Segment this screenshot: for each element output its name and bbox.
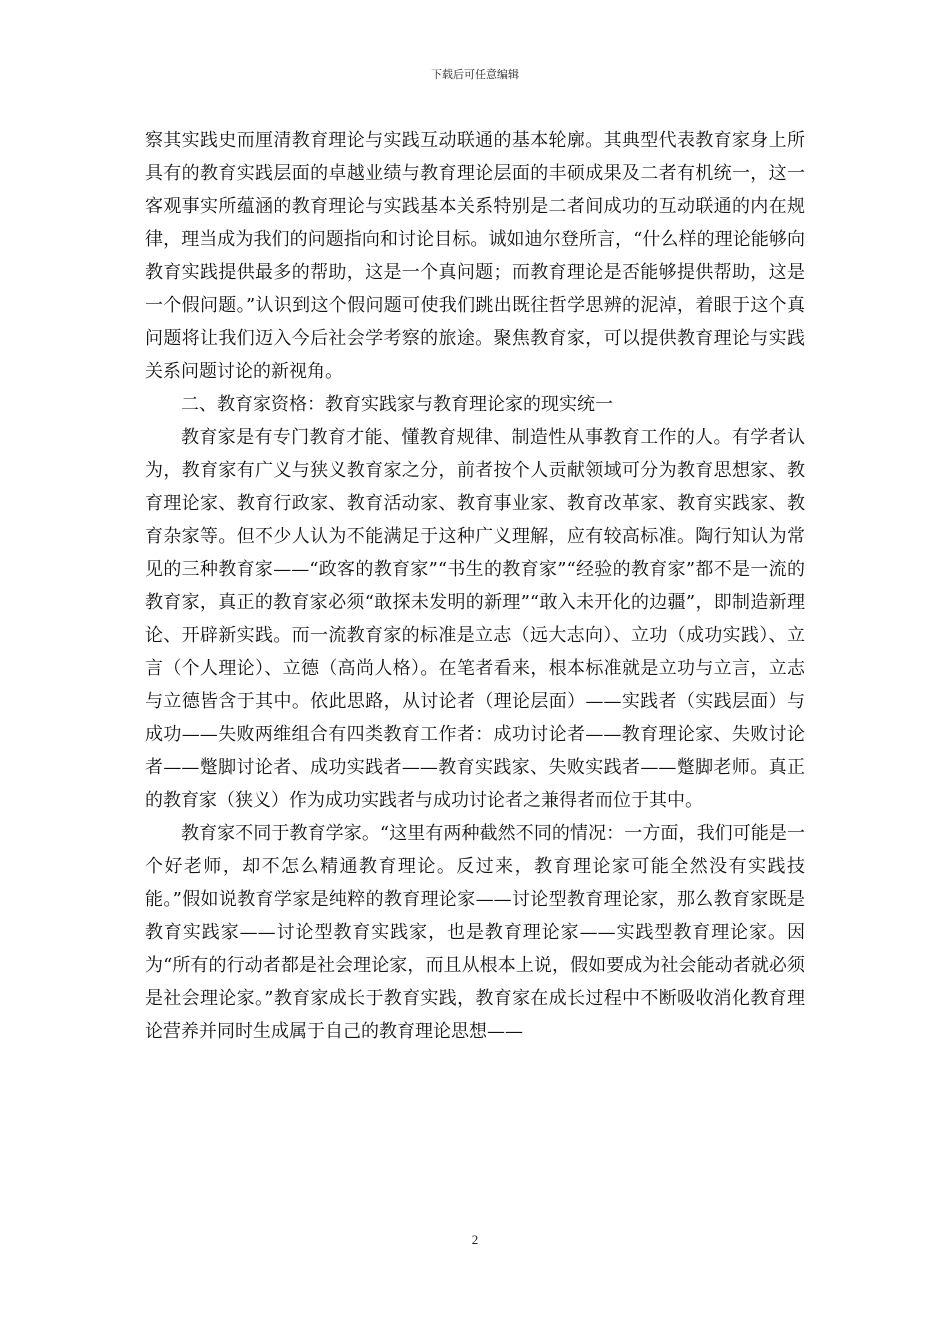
page-number: 2 [471, 1232, 479, 1247]
paragraph-educator-definition: 教育家是有专门教育才能、懂教育规律、制造性从事教育工作的人。有学者认为，教育家有广义与狭义教育家之分，前者按个人贡献领域可分为教育思想家、教育理论家、教育行政家、教育活动家、教育事业家、教育改革家、教育实践家、教育杂家等。但不少人认为不能满足于这种广义理解，应有较高标准。陶行知认为常见的三种教育家——“政客的教育家”“书生的教育家”“经验的教育家”都不是一流的教育家，真正的教育家必须“敢探未发明的新理”“敢入未开化的边疆”，即制造新理论、开辟新实践。而一流教育家的标准是立志（远大志向）、立功（成功实践）、立言（个人理论）、立德（高尚人格）。在笔者看来，根本标准就是立功与立言，立志与立德皆含于其中。依此思路，从讨论者（理论层面）——实践者（实践层面）与成功——失败两维组合有四类教育工作者：成功讨论者——教育理论家、失败讨论者——蹩脚讨论者、成功实践者——教育实践家、失败实践者——蹩脚老师。真正的教育家（狭义）作为成功实践者与成功讨论者之兼得者而位于其中。 [145, 427, 805, 811]
page-header: 下载后可任意编辑 [431, 68, 519, 81]
paragraph-continuation: 察其实践史而厘清教育理论与实践互动联通的基本轮廓。其典型代表教育家身上所具有的教育实践层面的卓越业绩与教育理论层面的丰硕成果及二者有机统一，这一客观事实所蕴涵的教育理论与实践基本关系特别是二者间成功的互动联通的内在规律，理当成为我们的问题指向和讨论目标。诚如迪尔登所言，“什么样的理论能够向教育实践提供最多的帮助，这是一个真问题；而教育理论是否能够提供帮助，这是一个假问题。”认识到这个假问题可使我们跳出既往哲学思辨的泥淖，着眼于这个真问题将让我们迈入今后社会学考察的旅途。聚焦教育家，可以提供教育理论与实践关系问题讨论的新视角。 [145, 130, 805, 382]
paragraph-educator-vs-scholar: 教育家不同于教育学家。“这里有两种截然不同的情况：一方面，我们可能是一个好老师，却不怎么精通教育理论。反过来，教育理论家可能全然没有实践技能。”假如说教育学家是纯粹的教育理论家——讨论型教育理论家，那么教育家既是教育实践家——讨论型教育实践家，也是教育理论家——实践型教育理论家。因为“所有的行动者都是社会理论家，而且从根本上说，假如要成为社会能动者就必须是社会理论家。”教育家成长于教育实践，教育家在成长过程中不断吸收消化教育理论营养并同时生成属于自己的教育理论思想—— [145, 823, 805, 1042]
document-body [145, 124, 805, 1048]
section-heading: 二、教育家资格：教育实践家与教育理论家的现实统一 [181, 394, 613, 415]
